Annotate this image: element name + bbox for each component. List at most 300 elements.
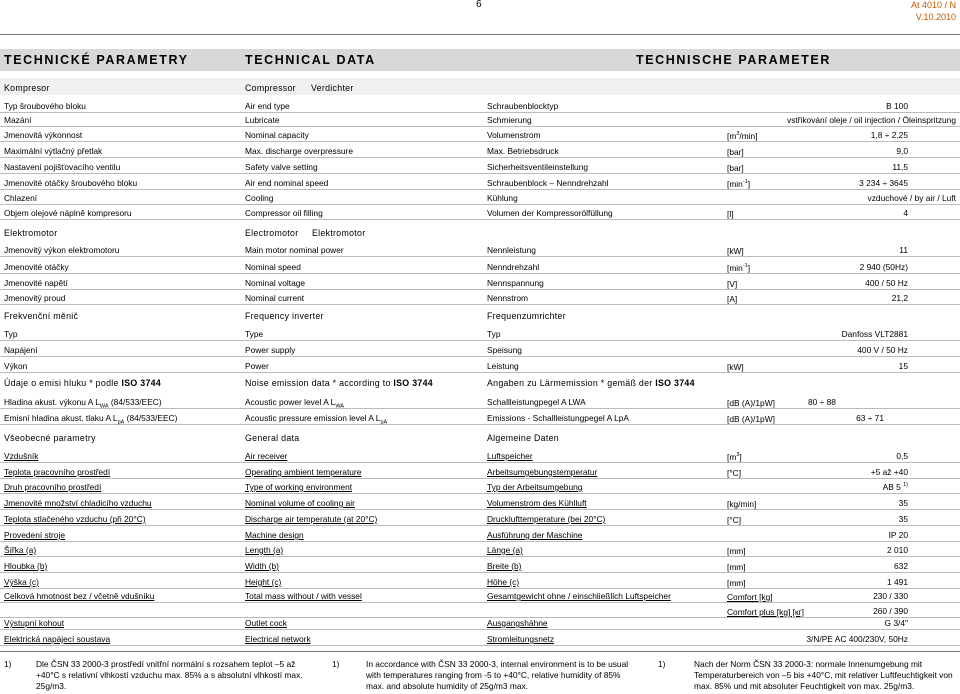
section-motor-cz: Elektromotor bbox=[4, 228, 58, 238]
section-compressor-de: Verdichter bbox=[311, 83, 354, 93]
cz-post: (84/533/EEC) bbox=[108, 397, 162, 407]
value-text: +5 až +40 bbox=[870, 467, 908, 477]
cz-pre: Typ šroubového bloku bbox=[4, 101, 86, 111]
en-text: Width (b) bbox=[245, 561, 279, 571]
row-m1-en bbox=[245, 245, 344, 255]
cz-pre: Výška (c) bbox=[4, 577, 39, 587]
unit-text: [mm] bbox=[727, 546, 746, 556]
section-compressor-en: Compressor bbox=[245, 83, 296, 93]
row-rule-r5 bbox=[0, 173, 960, 174]
section-general-cz: Všeobecné parametry bbox=[4, 433, 96, 443]
row-r7-value bbox=[868, 193, 956, 203]
value-text: IP 20 bbox=[888, 530, 908, 540]
row-rule-r1 bbox=[0, 112, 960, 113]
en-text: Main motor nominal power bbox=[245, 245, 344, 255]
unit-sup: 3 bbox=[736, 452, 740, 459]
row-g3-de: Typ der Arbeitsumgebung bbox=[487, 482, 583, 492]
row-rule-g10 bbox=[0, 602, 960, 603]
row-n2-unit bbox=[727, 414, 775, 424]
row-g10b-unit bbox=[727, 607, 804, 617]
unit-text: [kg/min] bbox=[727, 499, 757, 509]
row-g1-unit bbox=[727, 452, 742, 462]
row-g10-en bbox=[245, 591, 362, 601]
row-r3-cz bbox=[4, 130, 82, 140]
row-i1-value bbox=[842, 329, 908, 339]
row-r7-de: Kühlung bbox=[487, 193, 518, 203]
en-text: Type of working environment bbox=[245, 482, 353, 492]
en-text: Air end type bbox=[245, 101, 290, 111]
row-g9-de: Höhe (c) bbox=[487, 577, 520, 587]
en-text: Outlet cock bbox=[245, 618, 287, 628]
unit-text: [mm] bbox=[727, 578, 746, 588]
unit-pre: [min bbox=[727, 263, 743, 273]
cz-pre: Chlazení bbox=[4, 193, 38, 203]
footnote-cz-mark: 1) bbox=[4, 659, 12, 669]
en-text: Nominal speed bbox=[245, 262, 301, 272]
row-r8-unit bbox=[727, 209, 734, 219]
row-rule-r4 bbox=[0, 157, 960, 158]
row-g6-en bbox=[245, 530, 304, 540]
value-text: 632 bbox=[894, 561, 908, 571]
row-rule-g11 bbox=[0, 629, 960, 630]
cz-pre: Výstupní kohout bbox=[4, 618, 65, 628]
row-m4-value bbox=[892, 293, 908, 303]
row-rule-m3 bbox=[0, 289, 960, 290]
row-i2-cz bbox=[4, 345, 38, 355]
row-m3-unit bbox=[727, 279, 737, 289]
unit-sup: 3 bbox=[736, 131, 740, 138]
row-g7-unit bbox=[727, 546, 746, 556]
cz-pre: Nastavení pojišťovacího ventilu bbox=[4, 162, 121, 172]
row-g4-cz bbox=[4, 498, 152, 508]
row-r8-cz bbox=[4, 208, 132, 218]
section-noise-en: Noise emission data * according to ISO 3744 bbox=[245, 378, 433, 388]
value-text: 1 491 bbox=[887, 577, 908, 587]
row-r8-de: Volumen der Kompressorölfüllung bbox=[487, 208, 613, 218]
row-g5-en bbox=[245, 514, 377, 524]
row-m3-cz bbox=[4, 278, 68, 288]
row-rule-r2 bbox=[0, 126, 960, 127]
unit-sup: -1 bbox=[742, 179, 748, 186]
cz-pre2: Emisní hladina akust. tlaku A L bbox=[4, 413, 118, 423]
en-text: Total mass without / with vessel bbox=[245, 591, 362, 601]
en-text: Cooling bbox=[245, 193, 274, 203]
row-n2-cz bbox=[4, 413, 178, 426]
row-g5-de: Drucklufttemperature (bei 20°C) bbox=[487, 514, 606, 524]
value-text: 63 ÷ 71 bbox=[856, 413, 884, 423]
row-r1-value bbox=[886, 101, 908, 111]
row-i1-en bbox=[245, 329, 263, 339]
row-r6-cz bbox=[4, 178, 137, 188]
row-m2-cz bbox=[4, 262, 69, 272]
cz-pre: Druh pracovního prostředí bbox=[4, 482, 102, 492]
row-g1-de: Luftspeicher bbox=[487, 451, 533, 461]
row-g10b-value bbox=[873, 606, 908, 616]
en-text: Electrical network bbox=[245, 634, 311, 644]
row-g9-value bbox=[887, 577, 908, 587]
cz-pre: Výkon bbox=[4, 361, 28, 371]
cz-sub: pA bbox=[117, 419, 125, 426]
row-r2-en bbox=[245, 115, 279, 125]
value-sup: 1) bbox=[903, 482, 908, 489]
footnote-en-mark: 1) bbox=[332, 659, 340, 669]
en-sub: WA bbox=[335, 403, 344, 410]
row-g12-de: Stromleitungsnetz bbox=[487, 634, 555, 644]
value-text: 1,8 ÷ 2,25 bbox=[870, 130, 908, 140]
row-g10-cz bbox=[4, 591, 154, 601]
section-general-en: General data bbox=[245, 433, 300, 443]
row-n2-value bbox=[856, 413, 884, 423]
title-de: TECHNISCHE PARAMETER bbox=[636, 53, 831, 67]
en-text: Nominal current bbox=[245, 293, 305, 303]
section-inverter-en: Frequency inverter bbox=[245, 311, 324, 321]
row-r7-cz bbox=[4, 193, 37, 203]
row-m4-cz bbox=[4, 293, 65, 303]
section-compressor-cz: Kompresor bbox=[4, 83, 50, 93]
value-text: 35 bbox=[898, 514, 908, 524]
value-pre: AB 5 bbox=[882, 482, 904, 492]
unit-text: [l] bbox=[727, 209, 734, 219]
row-r5-en bbox=[245, 162, 318, 172]
unit-sup: -1 bbox=[742, 263, 748, 270]
row-rule-g2 bbox=[0, 478, 960, 479]
row-n1-value bbox=[808, 397, 836, 407]
row-m4-unit bbox=[727, 294, 737, 304]
unit-text: [bar] bbox=[727, 147, 744, 157]
row-g4-de: Volumenstrom des Kühlluft bbox=[487, 498, 587, 508]
cz-pre: Elektrická napájecí soustava bbox=[4, 634, 111, 644]
value-text: 15 bbox=[898, 361, 908, 371]
row-g7-value bbox=[887, 545, 908, 555]
section-general-de: Algemeine Daten bbox=[487, 433, 559, 443]
row-r4-en bbox=[245, 146, 353, 156]
row-i1-cz bbox=[4, 329, 18, 339]
en-text: Air end nominal speed bbox=[245, 178, 329, 188]
row-rule-n1 bbox=[0, 408, 960, 409]
unit-text: [V] bbox=[727, 279, 738, 289]
value-text: 35 bbox=[898, 498, 908, 508]
row-r4-cz bbox=[4, 146, 102, 156]
row-g6-cz bbox=[4, 530, 65, 540]
value-text: 230 / 330 bbox=[873, 591, 908, 601]
cz-pre: Jmenovitá výkonnost bbox=[4, 130, 83, 140]
cz-pre: Maximální výtlačný přetlak bbox=[4, 146, 103, 156]
footnote-de: Nach der Norm ČSN 33 2000-3: normale Innenumgebung mit Temperaturbereich von –5 bis +40°C, mit relativer Luftfeuchtigkeit von max. 85% und mit absoluter Feuchtigkeit von max. 25g/m3. bbox=[694, 659, 953, 691]
value-text: 0,5 bbox=[896, 451, 908, 461]
unit-text: [bar] bbox=[727, 163, 744, 173]
value-text: B 100 bbox=[886, 101, 908, 111]
section-motor-en: Electromotor bbox=[245, 228, 299, 238]
row-g7-de: Länge (a) bbox=[487, 545, 523, 555]
row-i2-value bbox=[857, 345, 908, 355]
footnote-cz: Dle ČSN 33 2000-3 prostředí vnitřní normální s rozsahem teplot –5 až +40°C s relativní vlhkostí vzduchu max. 85% a s absolutní vlhkostí max. 25g/m3. bbox=[36, 659, 303, 691]
row-m3-value bbox=[865, 278, 908, 288]
unit-text: [°C] bbox=[727, 468, 742, 478]
en-text: Max. discharge overpressure bbox=[245, 146, 353, 156]
row-n2-de: Emissions - Schallleistungpegel A LpA bbox=[487, 413, 629, 423]
row-r6-en bbox=[245, 178, 328, 188]
cz-pre: Vzdušník bbox=[4, 451, 39, 461]
row-r8-en bbox=[245, 208, 323, 218]
row-g8-en bbox=[245, 561, 279, 571]
row-g3-value bbox=[883, 482, 908, 492]
row-g5-unit bbox=[727, 515, 741, 525]
row-g2-value bbox=[871, 467, 908, 477]
en-text: Length (a) bbox=[245, 545, 284, 555]
en-sub: pA bbox=[380, 419, 388, 426]
unit-text: Comfort plus [kg] [кг] bbox=[727, 607, 804, 617]
unit-text: [kW] bbox=[727, 362, 744, 372]
row-r6-value bbox=[859, 178, 908, 188]
row-g2-en bbox=[245, 467, 361, 477]
row-g12-value bbox=[806, 634, 908, 644]
row-g4-value bbox=[899, 498, 908, 508]
row-m4-de: Nennstrom bbox=[487, 293, 528, 303]
cz-pre: Šířka (a) bbox=[4, 545, 37, 555]
unit-pre: [m bbox=[727, 131, 737, 141]
row-g8-value bbox=[894, 561, 908, 571]
row-g11-value bbox=[885, 618, 908, 628]
unit-text: [mm] bbox=[727, 562, 746, 572]
row-g6-value bbox=[889, 530, 908, 540]
row-n1-cz bbox=[4, 397, 162, 410]
row-i2-de: Speisung bbox=[487, 345, 522, 355]
row-m1-cz bbox=[4, 245, 119, 255]
row-i3-de: Leistung bbox=[487, 361, 519, 371]
cz-pre2: Hladina akust. výkonu A L bbox=[4, 397, 100, 407]
title-cz: TECHNICKÉ PARAMETRY bbox=[4, 53, 189, 67]
row-n1-unit bbox=[727, 398, 775, 408]
row-rule-g1 bbox=[0, 462, 960, 463]
row-r1-en bbox=[245, 101, 290, 111]
unit-text: [dB (A)/1pW] bbox=[727, 398, 775, 408]
row-g6-de: Ausführung der Maschine bbox=[487, 530, 583, 540]
row-g8-cz bbox=[4, 561, 47, 571]
row-r7-en bbox=[245, 193, 273, 203]
doc-ref: At 4010 / N bbox=[910, 0, 956, 10]
row-r5-unit bbox=[727, 163, 744, 173]
en-text: Power bbox=[245, 361, 269, 371]
row-rule-m2 bbox=[0, 273, 960, 274]
cz-pre: Provedení stroje bbox=[4, 530, 65, 540]
cz-pre: Jmenovité napětí bbox=[4, 278, 68, 288]
value-text: 400 V / 50 Hz bbox=[857, 345, 908, 355]
cz-pre: Mazání bbox=[4, 115, 32, 125]
row-g7-cz bbox=[4, 545, 36, 555]
row-g11-en bbox=[245, 618, 287, 628]
section-noise-cz: Údaje o emisi hluku * podle ISO 3744 bbox=[4, 378, 162, 388]
unit-text: [°C] bbox=[727, 515, 742, 525]
row-r2-de: Schmierung bbox=[487, 115, 532, 125]
row-r5-value bbox=[892, 162, 908, 172]
section-motor-de: Elektromotor bbox=[312, 228, 366, 238]
row-g10-de: Gesamtgewicht ohne / einschließlich Luftspeicher bbox=[487, 591, 671, 601]
section-inverter-cz: Frekvenční měnič bbox=[4, 311, 79, 321]
row-rule-g6 bbox=[0, 541, 960, 542]
row-g7-en bbox=[245, 545, 283, 555]
row-g1-cz bbox=[4, 451, 38, 461]
row-m3-de: Nennspannung bbox=[487, 278, 544, 288]
doc-version: V.10.2010 bbox=[915, 12, 956, 22]
cz-pre: Jmenovité otáčky šroubového bloku bbox=[4, 178, 138, 188]
value-text: 2 010 bbox=[887, 545, 908, 555]
section-inverter-de: Frequenzumrichter bbox=[487, 311, 566, 321]
en-text: Machine design bbox=[245, 530, 304, 540]
row-rule-i3 bbox=[0, 372, 960, 373]
cz-pre: Jmenovité množství chladicího vzduchu bbox=[4, 498, 152, 508]
cz-pre: Teplota stlačeného vzduchu (při 20°C) bbox=[4, 514, 146, 524]
unit-pre: [m bbox=[727, 452, 737, 462]
en-text: Compressor oil filling bbox=[245, 208, 323, 218]
unit-post: ] bbox=[747, 179, 751, 189]
unit-post: ] bbox=[747, 263, 751, 273]
row-n1-de: Schallleistungpegel A LWA bbox=[487, 397, 586, 407]
cz-pre: Teplota pracovního prostředí bbox=[4, 467, 111, 477]
cz-pre: Jmenovitý proud bbox=[4, 293, 66, 303]
row-m2-de: Nenndrehzahl bbox=[487, 262, 540, 272]
row-i3-value bbox=[899, 361, 908, 371]
row-rule-g4 bbox=[0, 509, 960, 510]
header-rule bbox=[0, 34, 960, 35]
unit-text: [kW] bbox=[727, 246, 744, 256]
row-r1-de: Schraubenblocktyp bbox=[487, 101, 559, 111]
unit-text: Comfort [kg] bbox=[727, 592, 773, 602]
row-i3-unit bbox=[727, 362, 744, 372]
row-g8-de: Breite (b) bbox=[487, 561, 522, 571]
row-g10-value bbox=[873, 591, 908, 601]
row-r6-de: Schraubenblock – Nenndrehzahl bbox=[487, 178, 609, 188]
section-band-compressor bbox=[0, 78, 960, 95]
row-n1-en bbox=[245, 397, 344, 410]
value-text: 2 940 (50Hz) bbox=[859, 262, 908, 272]
en-text: Operating ambient temperature bbox=[245, 467, 362, 477]
value-text: 260 / 390 bbox=[873, 606, 908, 616]
row-rule-n2 bbox=[0, 424, 960, 425]
cz-pre: Jmenovité otáčky bbox=[4, 262, 69, 272]
row-m1-de: Nennleistung bbox=[487, 245, 536, 255]
value-text: 80 ÷ 88 bbox=[808, 397, 836, 407]
en-pre: Acoustic pressure emission level A L bbox=[245, 413, 381, 423]
row-i1-de: Typ bbox=[487, 329, 501, 339]
row-rule-g8 bbox=[0, 572, 960, 573]
row-g10-unit bbox=[727, 592, 773, 602]
page-number: 6 bbox=[476, 0, 482, 10]
en-text: Nominal volume of cooling air bbox=[245, 498, 355, 508]
row-r2-cz bbox=[4, 115, 31, 125]
row-i3-en bbox=[245, 361, 269, 371]
row-r3-de: Volumenstrom bbox=[487, 130, 541, 140]
unit-text: [dB (A)/1pW] bbox=[727, 414, 775, 424]
row-m1-value bbox=[899, 245, 908, 255]
en-text: Power supply bbox=[245, 345, 296, 355]
row-rule-r7 bbox=[0, 204, 960, 205]
row-r4-value bbox=[896, 146, 908, 156]
en-text: Nominal capacity bbox=[245, 130, 309, 140]
en-text: Discharge air temperatute (at 20°C) bbox=[245, 514, 378, 524]
row-g9-cz bbox=[4, 577, 39, 587]
row-g9-en bbox=[245, 577, 281, 587]
row-g5-cz bbox=[4, 514, 146, 524]
value-text: vzduchové / by air / Luft bbox=[867, 193, 956, 203]
en-text: Safety valve setting bbox=[245, 162, 318, 172]
row-rule-i1 bbox=[0, 340, 960, 341]
row-g3-en bbox=[245, 482, 352, 492]
value-text: 11 bbox=[899, 245, 908, 255]
row-g11-de: Ausgangshähne bbox=[487, 618, 548, 628]
row-rule-i2 bbox=[0, 356, 960, 357]
row-n2-en bbox=[245, 413, 388, 426]
row-g4-unit bbox=[727, 499, 756, 509]
row-g2-unit bbox=[727, 468, 741, 478]
row-g9-unit bbox=[727, 578, 746, 588]
value-text: vstřikování oleje / oil injection / Öleinspritzung bbox=[787, 115, 956, 125]
row-r5-de: Sicherheitsventileinstellung bbox=[487, 162, 589, 172]
en-text: Nominal voltage bbox=[245, 278, 306, 288]
row-g1-value bbox=[896, 451, 908, 461]
title-en: TECHNICAL DATA bbox=[245, 53, 376, 67]
row-g2-cz bbox=[4, 467, 110, 477]
unit-text: [A] bbox=[727, 294, 738, 304]
en-text: Type bbox=[245, 329, 264, 339]
row-r3-value bbox=[871, 130, 908, 140]
row-rule-g5 bbox=[0, 525, 960, 526]
cz-pre: Celková hmotnost bez / včetně vdušníku bbox=[4, 591, 155, 601]
cz-pre: Napájení bbox=[4, 345, 38, 355]
value-text: G 3/4" bbox=[884, 618, 908, 628]
row-m2-value bbox=[860, 262, 908, 272]
row-m4-en bbox=[245, 293, 304, 303]
row-r3-en bbox=[245, 130, 309, 140]
row-rule-g10b bbox=[0, 617, 960, 618]
cz-sub: WA bbox=[99, 403, 109, 410]
section-noise-de: Angaben zu Lärmemission * gemäß der ISO 3744 bbox=[487, 378, 695, 388]
cz-pre: Typ bbox=[4, 329, 18, 339]
value-text: 3 234 ÷ 3645 bbox=[859, 178, 908, 188]
row-r4-unit bbox=[727, 147, 744, 157]
row-rule-m4 bbox=[0, 304, 960, 305]
footnote-en: In accordance with ČSN 33 2000-3, internal environment is to be usual with temperatures ranging from -5 to +40°C, relative humidity of 85% max. and absolute humidity of 25g/m3 max. bbox=[366, 659, 629, 691]
footnote-de-mark: 1) bbox=[658, 659, 666, 669]
row-rule-g7 bbox=[0, 556, 960, 557]
cz-post: (84/533/EEC) bbox=[124, 413, 178, 423]
row-m2-en bbox=[245, 262, 301, 272]
en-text: Lubricate bbox=[245, 115, 280, 125]
row-m1-unit bbox=[727, 246, 744, 256]
row-r5-cz bbox=[4, 162, 120, 172]
row-r4-de: Max. Betriebsdruck bbox=[487, 146, 559, 156]
footnote-rule bbox=[0, 651, 960, 652]
value-text: 400 / 50 Hz bbox=[865, 278, 908, 288]
value-text: Danfoss VLT2881 bbox=[841, 329, 908, 339]
row-g4-en bbox=[245, 498, 355, 508]
row-rule-r6 bbox=[0, 189, 960, 190]
unit-post: ] bbox=[739, 452, 742, 462]
value-text: 4 bbox=[903, 208, 908, 218]
en-text: Air receiver bbox=[245, 451, 288, 461]
row-g11-cz bbox=[4, 618, 64, 628]
row-i3-cz bbox=[4, 361, 27, 371]
value-text: 21,2 bbox=[891, 293, 908, 303]
row-r2-value bbox=[787, 115, 956, 125]
row-g5-value bbox=[899, 514, 908, 524]
row-g3-cz bbox=[4, 482, 101, 492]
row-i2-en bbox=[245, 345, 295, 355]
row-r6-unit bbox=[727, 179, 750, 189]
value-text: 9,0 bbox=[896, 146, 908, 156]
row-m3-en bbox=[245, 278, 305, 288]
row-g1-en bbox=[245, 451, 287, 461]
row-rule-g3 bbox=[0, 493, 960, 494]
